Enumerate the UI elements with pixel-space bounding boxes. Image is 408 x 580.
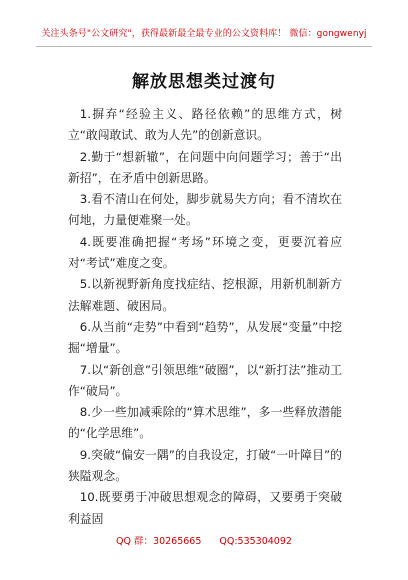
paragraph-2: 2.勤于“想新辙”，在问题中向问题学习；善于“出新招”，在矛盾中创新思路。 [68,149,342,185]
footer-qq-group: QQ 群：30265665 [116,536,202,547]
paragraph-6: 6.从当前“走势”中看到“趋势”，从发展“变量”中挖掘“增量”。 [68,319,342,356]
page-title: 解放思想类过渡句 [132,72,276,92]
paragraph-1: 1.摒弃“经验主义、路径依赖”的思维方式，树立“敢闯敢试、敢为人先”的创新意识。 [68,107,342,143]
document-body [68,104,342,530]
header-note: 关注头条号"公文研究"，获得最新最全最专业的公文资料库！ 微信：gongwenyj [41,29,367,39]
footer-contact [0,533,408,547]
paragraph-8: 8.少一些加减乘除的“算术思维”，多一些释放潜能的“化学思维”。 [68,405,342,441]
paragraph-3: 3.看不清山在何处，脚步就易失方向；看不清坎在何地，力量便难聚一处。 [68,192,342,228]
paragraph-9: 9.突破“偏安一隅”的自我设定，打破“一叶障目”的狭隘观念。 [68,447,342,484]
paragraph-4: 4.既要准确把握“考场”环境之变，更要沉着应对“考试”难度之变。 [68,234,342,271]
paragraph-5: 5.以新视野新角度找症结、挖根源，用新机制新方法解难题、破困局。 [68,277,342,313]
footer-qq: QQ:535304092 [219,536,292,547]
paragraph-7: 7.以“新创意”引领思维“破圈”，以“新打法”推动工作“破局”。 [68,362,342,398]
paragraph-10: 10.既要勇于冲破思想观念的障碍，又要勇于突破利益固 [68,490,342,526]
header-divider [36,46,372,47]
